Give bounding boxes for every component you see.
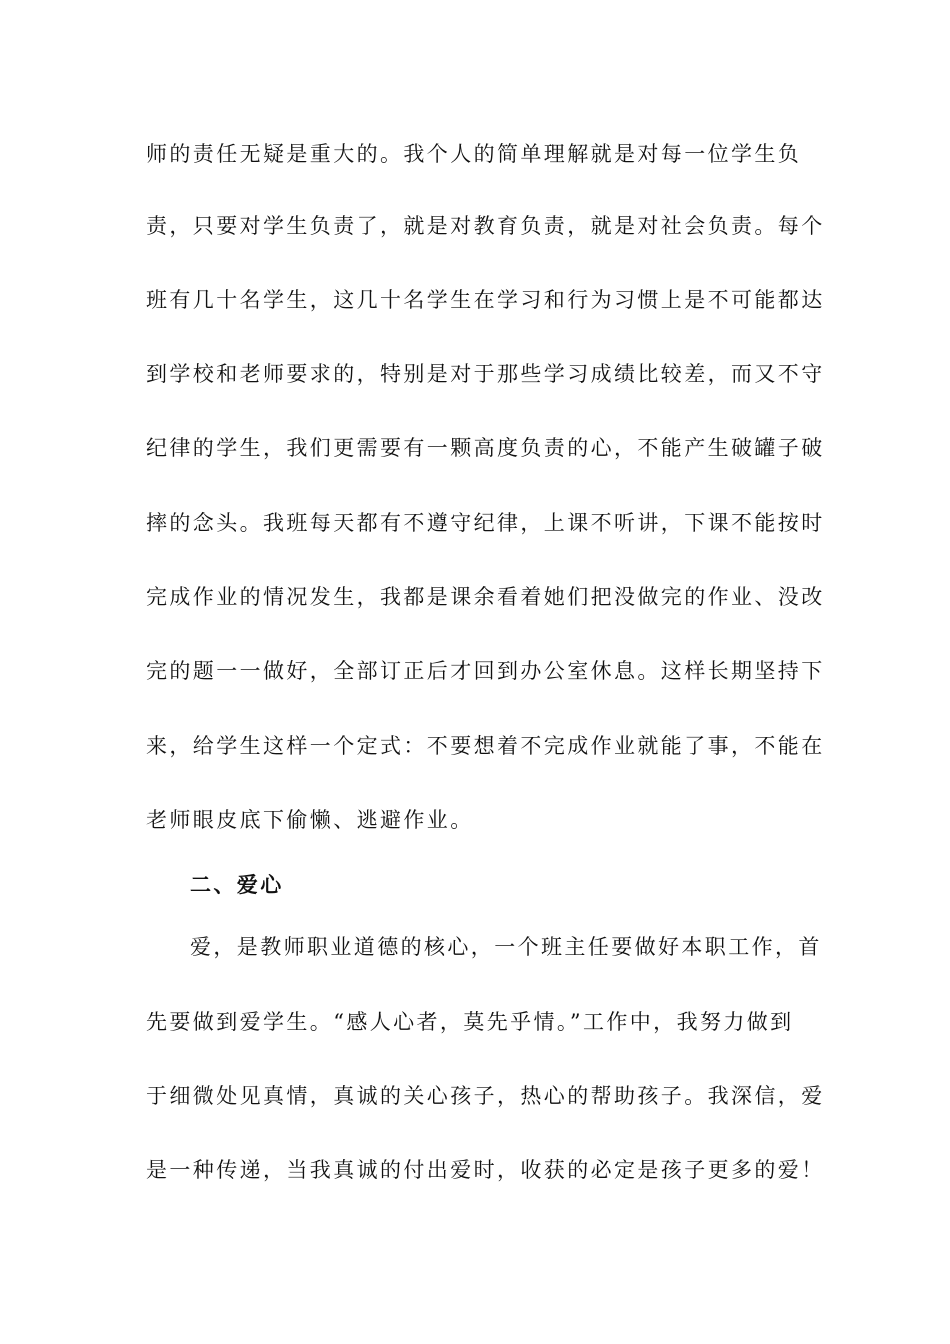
paragraph-1-line-1: 师的责任无疑是重大的。我个人的简单理解就是对每一位学生负 [146,142,802,166]
paragraph-1-line-2: 责，只要对学生负责了，就是对教育负责，就是对社会负责。每个 [146,214,825,238]
paragraph-1-line-6: 摔的念头。我班每天都有不遵守纪律，上课不听讲，下课不能按时 [146,511,825,535]
paragraph-1-line-4: 到学校和老师要求的，特别是对于那些学习成绩比较差，而又不守 [146,362,825,386]
paragraph-2-line-4: 是一种传递，当我真诚的付出爱时，收获的必定是孩子更多的爱！ [146,1158,825,1182]
paragraph-2-line-3: 于细微处见真情，真诚的关心孩子，热心的帮助孩子。我深信，爱 [146,1084,825,1108]
paragraph-1-line-7: 完成作业的情况发生，我都是课余看着她们把没做完的作业、没改 [146,585,825,609]
paragraph-1-line-8: 完的题一一做好，全部订正后才回到办公室休息。这样长期坚持下 [146,659,825,683]
paragraph-1-line-10: 老师眼皮底下偷懒、逃避作业。 [146,808,474,832]
paragraph-2-line-2: 先要做到爱学生。“感人心者，莫先乎情。”工作中，我努力做到 [146,1010,794,1034]
paragraph-1-line-5: 纪律的学生，我们更需要有一颗高度负责的心，不能产生破罐子破 [146,436,825,460]
paragraph-1-line-3: 班有几十名学生，这几十名学生在学习和行为习惯上是不可能都达 [146,288,825,312]
paragraph-1-line-9: 来，给学生这样一个定式：不要想着不完成作业就能了事，不能在 [146,734,825,758]
section-heading: 二、爱心 [190,872,284,897]
paragraph-2-line-1: 爱，是教师职业道德的核心，一个班主任要做好本职工作，首 [190,935,822,959]
